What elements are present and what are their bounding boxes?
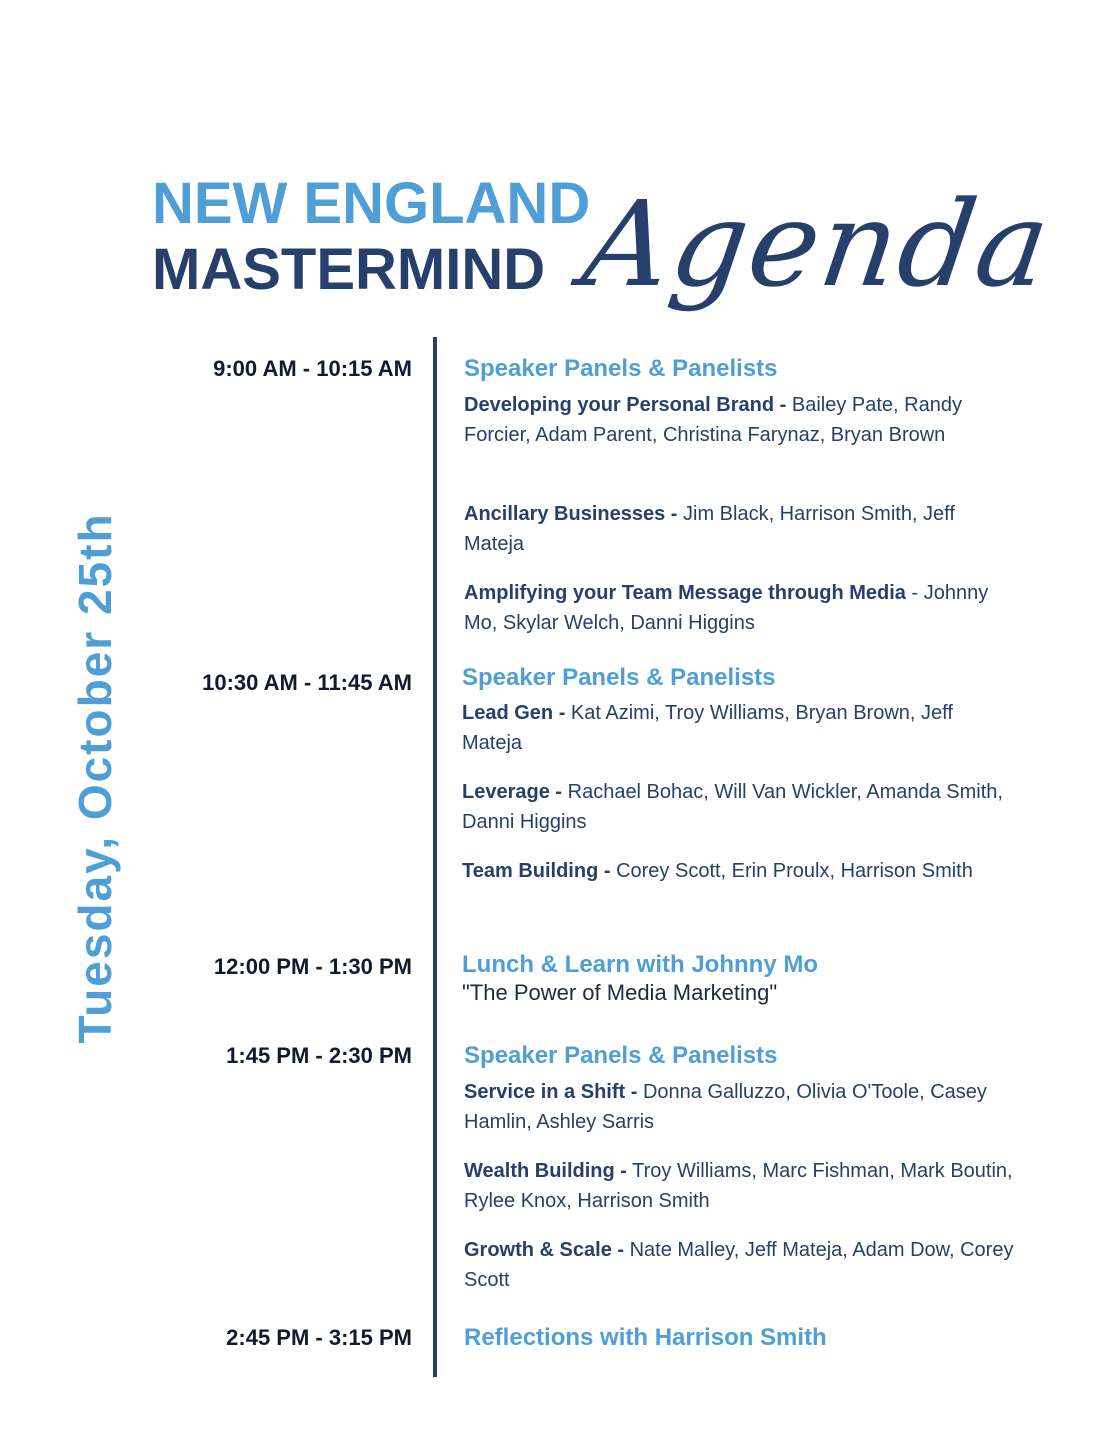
time-slot: 2:45 PM - 3:15 PM <box>226 1325 412 1350</box>
session-title: Growth & Scale - <box>464 1239 625 1261</box>
session-title: Amplifying your Team Message through Media <box>464 582 906 604</box>
agenda-script-title: Agenda <box>575 175 1060 313</box>
session-item <box>462 698 1017 758</box>
session-item <box>464 390 1019 450</box>
title-new-england: NEW ENGLAND <box>152 171 591 236</box>
session-title: Leverage - <box>462 781 563 803</box>
session-panelists: Rachael Bohac, Will Van Wickler, Amanda Smith, Danni Higgins <box>462 781 1003 833</box>
session-item <box>464 499 1019 559</box>
session-panelists: - Johnny Mo, Skylar Welch, Danni Higgins <box>464 582 989 634</box>
time-slot: 9:00 AM - 10:15 AM <box>213 356 412 381</box>
session-title: Team Building - <box>462 860 611 882</box>
session-panelists: Corey Scott, Erin Proulx, Harrison Smith <box>616 860 973 882</box>
session-item <box>462 777 1017 837</box>
session-panelists: Kat Azimi, Troy Williams, Bryan Brown, Jeff Mateja <box>462 702 953 754</box>
session-title: Developing your Personal Brand - <box>464 394 787 416</box>
session-panelists: Jim Black, Harrison Smith, Jeff Mateja <box>464 503 955 555</box>
session-title: Ancillary Businesses - <box>464 503 678 525</box>
session-item <box>464 1235 1019 1295</box>
timeline-divider <box>433 337 437 1377</box>
session-panelists: Bailey Pate, Randy Forcier, Adam Parent, Christina Farynaz, Bryan Brown <box>464 394 962 446</box>
block-heading: Speaker Panels & Panelists <box>462 664 776 691</box>
block-heading: Speaker Panels & Panelists <box>464 1042 778 1069</box>
time-slot: 1:45 PM - 2:30 PM <box>226 1043 412 1068</box>
title-mastermind: MASTERMIND <box>152 237 546 302</box>
session-title: Service in a Shift - <box>464 1081 638 1103</box>
session-panelists: Donna Galluzzo, Olivia O'Toole, Casey Hamlin, Ashley Sarris <box>464 1081 987 1133</box>
block-heading: Reflections with Harrison Smith <box>464 1324 827 1351</box>
session-item <box>464 1156 1019 1216</box>
session-item <box>462 856 1017 886</box>
time-slot: 12:00 PM - 1:30 PM <box>213 954 412 979</box>
block-heading: Lunch & Learn with Johnny Mo <box>462 951 818 978</box>
session-panelists: Troy Williams, Marc Fishman, Mark Boutin, Rylee Knox, Harrison Smith <box>464 1160 1013 1212</box>
block-subtitle: "The Power of Media Marketing" <box>462 980 778 1005</box>
session-item <box>464 578 1019 638</box>
event-date: Tuesday, October 25th <box>69 512 121 1044</box>
session-item <box>464 1077 1019 1137</box>
session-panelists: Nate Malley, Jeff Mateja, Adam Dow, Corey Scott <box>464 1239 1014 1291</box>
session-title: Lead Gen - <box>462 702 566 724</box>
session-title: Wealth Building - <box>464 1160 627 1182</box>
block-heading: Speaker Panels & Panelists <box>464 355 778 382</box>
time-slot: 10:30 AM - 11:45 AM <box>202 670 412 695</box>
